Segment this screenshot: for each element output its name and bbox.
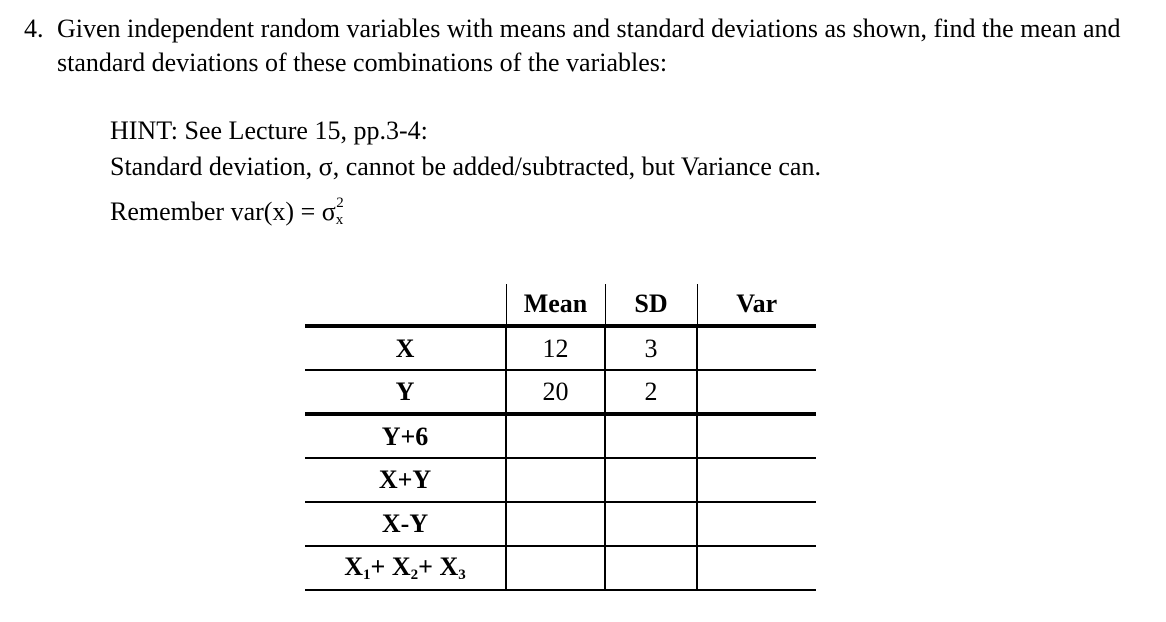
question-number: 4. [24, 14, 44, 43]
table-row [305, 370, 816, 414]
mean-cell [506, 546, 605, 590]
header-sd: SD [605, 284, 697, 326]
var-cell [697, 458, 816, 502]
question-text: Given independent random variables with means and standard deviations as shown, find the mean and standard deviations of these combinations of the variables: [57, 14, 1121, 77]
table-row [305, 502, 816, 546]
hint-line-3-superscript: 2 [336, 195, 344, 211]
header-blank [305, 284, 506, 326]
sd-cell [605, 546, 697, 590]
mean-cell: 12 [506, 326, 605, 370]
var-cell [697, 326, 816, 370]
mean-cell: 20 [506, 370, 605, 414]
hint-line-3 [110, 185, 821, 238]
label-part: + X [418, 552, 459, 581]
sd-cell [605, 458, 697, 502]
label-subscript: 1 [363, 567, 371, 583]
header-mean: Mean [506, 284, 605, 326]
table-row [305, 546, 816, 590]
var-cell [697, 546, 816, 590]
sd-cell: 2 [605, 370, 697, 414]
row-label: X+Y [305, 458, 506, 502]
row-label: Y [305, 370, 506, 414]
header-var: Var [736, 289, 778, 318]
row-label: X [305, 326, 506, 370]
mean-cell [506, 458, 605, 502]
table-row [305, 414, 816, 458]
hint-block [110, 113, 821, 238]
var-cell [697, 502, 816, 546]
sd-cell [605, 414, 697, 458]
row-label: Y+6 [305, 414, 506, 458]
hint-line-2: Standard deviation, σ, cannot be added/subtracted, but Variance can. [110, 152, 821, 181]
hint-line-3-subscript: x [335, 212, 344, 228]
row-label [305, 546, 506, 590]
label-subscript: 2 [410, 567, 419, 583]
var-cell [697, 370, 816, 414]
table-row [305, 458, 816, 502]
mean-cell [506, 414, 605, 458]
question [24, 12, 1144, 80]
table-header-row [305, 284, 816, 326]
label-part: X [344, 552, 364, 581]
row-label: X-Y [305, 502, 506, 546]
mean-sd-table [305, 284, 816, 591]
hint-line-1: HINT: See Lecture 15, pp.3-4: [110, 116, 428, 145]
sd-cell [605, 502, 697, 546]
sd-cell: 3 [605, 326, 697, 370]
label-part: + X [370, 552, 411, 581]
var-cell [697, 414, 816, 458]
label-subscript: 3 [458, 567, 466, 583]
mean-cell [506, 502, 605, 546]
table-row [305, 326, 816, 370]
hint-line-3-text: Remember var(x) = σ [110, 197, 336, 226]
